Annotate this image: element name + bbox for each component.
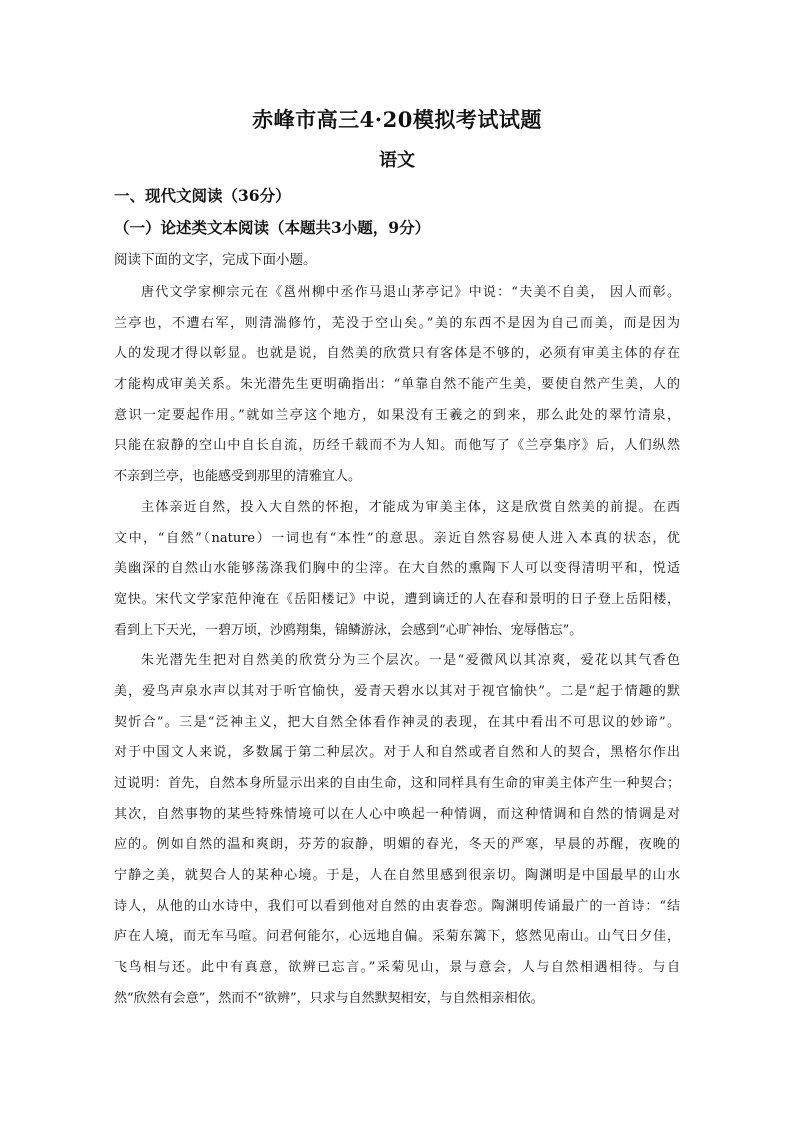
text-line: 文中，“自然”（nature）一词也有“本性”的意思。亲近自然容易使人进入本真的状态，优: [114, 530, 680, 546]
text-line: 意识一定要起作用。”就如兰亭这个地方，如果没有王羲之的到来，那么此处的翠竹清泉，: [114, 407, 680, 423]
text-line: 宽快。宋代文学家范仲淹在《岳阳楼记》中说，遭到谪迁的人在春和景明的日子登上岳阳楼，: [114, 591, 680, 607]
text-line: 只能在寂静的空山中自长自流，历经千载而不为人知。而他写了《兰亭集序》后，人们纵然: [114, 438, 680, 454]
text-line: 诗人，从他的山水诗中，我们可以看到他对自然的由衷眷恋。陶渊明传诵最广的一首诗：“结: [114, 898, 680, 914]
text-line: 应的。例如自然的温和爽朗，芬芳的寂静，明媚的春光，冬天的严寒，早晨的苏醒，夜晚的: [114, 837, 680, 853]
text-line: 美幽深的自然山水能够荡涤我们胸中的尘滓。在大自然的熏陶下人可以变得清明平和，悦适: [114, 561, 680, 577]
section-heading: 一、现代文阅读（36分）: [114, 186, 291, 205]
paragraph-2: [114, 493, 680, 646]
text-line: 朱光潜先生把对自然美的欣赏分为三个层次。一是“爱微风以其凉爽，爱花以其气香色: [141, 653, 680, 669]
text-line: 过说明：首先，自然本身所显示出来的自由生命，这和同样具有生命的审美主体产生一种契合；: [114, 776, 680, 791]
text-line: 唐代文学家柳宗元在《邕州柳中丞作马退山茅亭记》中说：“夫美不自美， 因人而彰。: [141, 285, 680, 300]
text-line: 契忻合”。三是“泛神主义，把大自然全体看作神灵的表现，在其中看出不可思议的妙谛”。: [114, 714, 680, 730]
text-line: 不亲到兰亭，也能感受到那里的清雅宜人。: [114, 469, 362, 485]
text-line: 人的发现才得以彰显。也就是说，自然美的欣赏只有客体是不够的，必须有审美主体的存在: [114, 346, 680, 362]
subject-heading: 语文: [379, 150, 415, 171]
passage-body: [114, 278, 680, 1015]
text-line: 然“欣然有会意”，然而不“欲辨”，只求与自然默契相安，与自然相亲相依。: [114, 990, 544, 1006]
paragraph-1: [114, 278, 680, 493]
text-line: 对于中国文人来说，多数属于第二种层次。对于人和自然或者自然和人的契合，黑格尔作出: [114, 745, 680, 761]
text-line: 飞鸟相与还。此中有真意，欲辨已忘言。”采菊见山，景与意会，人与自然相遇相待。与自: [114, 960, 680, 976]
text-line: 主体亲近自然，投入大自然的怀抱，才能成为审美主体，这是欣赏自然美的前提。在西: [141, 499, 680, 515]
paragraph-3: [114, 646, 680, 1014]
text-line: 看到上下天光，一碧万顷，沙鸥翔集，锦鳞游泳，会感到“心旷神怡、宠辱偕忘”。: [114, 622, 583, 638]
text-line: 美，爱鸟声泉水声以其对于听官愉快，爱青天碧水以其对于视官愉快”。二是“起于情趣的默: [114, 683, 680, 699]
text-line: 庐在人境，而无车马喧。问君何能尔，心远地自偏。采菊东篱下，悠然见南山。山气日夕佳，: [114, 929, 680, 945]
text-line: 其次，自然事物的某些特殊情境可以在人心中唤起一种情调，而这种情调和自然的情调是对: [114, 806, 680, 822]
text-line: 才能构成审美关系。朱光潜先生更明确指出：“单靠自然不能产生美，要使自然产生美，人的: [114, 377, 680, 393]
exam-title: 赤峰市高三4·20模拟考试试题: [252, 107, 542, 132]
subsection-heading: （一）论述类文本阅读（本题共3小题，9分）: [114, 218, 431, 237]
instruction-text: 阅读下面的文字，完成下面小题。: [114, 252, 317, 268]
text-line: 兰亭也，不遭右军，则清湍修竹，芜没于空山矣。”美的东西不是因为自己而美，而是因为: [114, 315, 680, 331]
text-line: 宁静之美，就契合人的某种心境。于是，人在自然里感到很亲切。陶渊明是中国最早的山水: [114, 868, 680, 884]
